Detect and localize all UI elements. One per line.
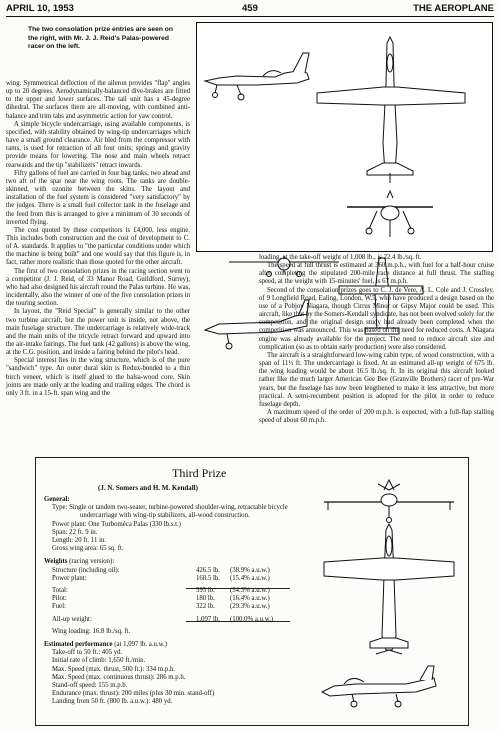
general-heading: General: — [44, 496, 70, 503]
spec-power-plant: Power plant: One Turboméca Palas (330 lb.s.t.) — [52, 520, 181, 528]
header-rule — [6, 16, 494, 17]
performance-item: Stand-off speed: 155 m.p.h. — [52, 681, 128, 689]
paragraph: A simple bicycle undercarriage, using available components, is specified, with stability obtained by wing-tip undercarriages which have a small ground clearance. Air bled from the compressor with rams, is used for retraction of all four units; springs and gravity provide means for lowering. The nose and main wheels retract rearwards and the tip "stabilizers" retract inwards. — [6, 120, 190, 169]
paragraph: In layout, the "Reid Special" is generally similar to the other two turbine aircraft, but the power unit is inside, not above, the main fuselage structure. The undercarriage is relatively wide-track and the main units of the tricycle retract forward and upward into the air-intake fairings. The fuel tank (42 gallons) is above the wing, at the C.G. position, and inside a fairing behind the pilot's head. — [6, 308, 190, 357]
wing-loading: Wing loading: 16.8 lb./sq. ft. — [52, 627, 131, 635]
performance-item: Endurance (max. thrust): 200 miles (plus 30 min. stand-off) — [52, 690, 215, 698]
weight-row: Total: 595 lb. (54.3% a.u.w.) — [52, 587, 270, 594]
paragraph: wing. Symmetrical deflection of the aileron provides "flap" angles up to 20 degrees. Aerodynamically-balanced dive-brakes are fitted to the upper and lower surfaces. The tail unit has a 45-degree dihedral. The surfaces there are all-moving, with combined anti-balance and trim tabs and asymmetric action for yaw control. — [6, 80, 190, 120]
all-up-weight-row: All-up weight: 1,097 lb. (100.0% a.u.w.) — [52, 615, 274, 623]
spec-span: Span: 22 ft. 9 in. — [52, 528, 98, 536]
weights-note: (racing version): — [69, 558, 115, 566]
performance-item: Initial rate of climb: 1,650 ft./min. — [52, 657, 146, 665]
weight-row: Fuel: 322 lb. (29.3% a.u.w.) — [52, 603, 270, 611]
reid-special-figure — [196, 22, 493, 252]
performance-item: Take-off to 50 ft.: 405 yd. — [52, 649, 123, 657]
paragraph: Fifty gallons of fuel are carried in four bag tanks, two ahead and two aft of the spar near the wing roots. The tanks are double-skinned, with ozonite between the skins. The layout and installation of the fuel system is considered "very satisfactory" by the judges. There is a small fuel collector tank in the fuselage and the feed from this is arranged to give a minimum of 30 seconds of inverted flying. — [6, 169, 190, 226]
spec-length: Length: 20 ft. 11 in. — [52, 537, 107, 545]
weight-row: Power plant: 168.5 lb. (15.4% a.u.w.) — [52, 574, 270, 582]
paragraph: The cost quoted by these competitors is £4,000, less engine. This includes both construction and the cost of development to C. of A. standards. It applies to "the particular conditions under which the machine is being built" and one would say that this figure is, in fact, rather more realistic than those quoted for the other aircraft. — [6, 226, 190, 267]
performance-item: Max. Speed (max. continuous thrust): 286 m.p.h. — [52, 673, 186, 681]
page-header — [6, 3, 494, 16]
performance-item: Max. Speed (max. thrust, 500 ft.): 334 m.p.h. — [52, 665, 176, 673]
figure-caption: The two consolation prize entries are seen on the right, with Mr. J. J. Reid's Palas-powered racer on the left. — [28, 26, 173, 51]
magazine-title: THE AEROPLANE — [413, 3, 494, 14]
spec-wing-area: Gross wing area: 65 sq. ft. — [52, 545, 124, 553]
performance-heading: Estimated performance — [44, 640, 113, 648]
third-prize-drawing — [316, 466, 462, 716]
weight-row: Structure (including oil): 426.5 lb. (38.9% a.u.w.) — [52, 566, 270, 574]
paragraph: The aircraft is a straightforward low-wing cabin type, of wood construction, with a span of 11½ ft. The undercarriage is fixed. At an estimated all-up weight of 675 lb. the wing loading would be about 16.5 lb./sq. ft. In its original this aircraft looked rather like the much larger American Gee Bee (Granville Brothers) racer of pre-War years, but the fuselage has now been lengthened to make it less attractive, but more practical. A semi-recumbent position is adopted for the pilot in order to reduce fuselage depth. — [259, 351, 494, 408]
weights-subtotal-rule — [186, 588, 290, 589]
left-text-column — [6, 80, 190, 398]
performance-item: Landing from 50 ft. (800 lb. a.u.w.): 480 yd. — [52, 698, 173, 706]
third-prize-box — [35, 457, 469, 726]
page-number: 459 — [242, 3, 258, 14]
reid-special-drawing — [197, 23, 492, 251]
performance-note: (at 1,097 lb. a.u.w.) — [114, 640, 168, 648]
paragraph: Second of the consolation prizes goes to C. J. de Vere, A. L. Cole and J. Crossley, of 9 Longfield Road, Ealing, London, W.5, who have produced a design based on the use of a Pobjoy Niagara, though Cirrus Minor or Gipsy Major could be used. This aircraft, like that by the Somers-Kendall syndicate, has not been evolved solely for the competition, and the original design study had already been completed when the competition was announced. This was based on the need for reduced costs. A Niagara engine was already available for the project. The need to reduce aircraft size and complication (so as to obtain early production) were also considered. — [259, 286, 494, 351]
weight-row: Pilot: 180 lb. (16.4% a.u.w.) — [52, 595, 270, 603]
weights-heading-row — [44, 558, 312, 566]
paragraph: The speed at full thrust is estimated at 360 m.p.h., with fuel for a half-hour cruise after completing the stipulated 200-mile race distance at full thrust. The stalling speed, at the weight with 15-minutes' fuel, is 67 m.p.h. — [259, 262, 494, 286]
paragraph: loading, at the take-off weight of 1,008 lb., is 22.4 lb./sq. ft. — [259, 254, 422, 261]
paragraph: A maximum speed of the order of 200 m.p.h. is expected, with a full-flap stalling speed of about 60 m.p.h. — [259, 408, 494, 425]
issue-date: APRIL 10, 1953 — [6, 3, 74, 14]
third-prize-figure — [316, 466, 462, 716]
weights-total-rule — [186, 621, 290, 622]
spec-type: Type: Single or tandem two-seater, turbine-powered shoulder-wing, retractable bicycle undercarriage with wing-tip stabilizers, all-wood construction. — [52, 504, 288, 520]
specifications — [44, 496, 312, 707]
third-prize-title: Third Prize — [172, 466, 227, 480]
paragraph: Special interest lies in the wing structure, which is of the pure "sandwich" type. An outer dural skin is Redux-bonded to a thin birch veneer, which is itself glued to the balsa-wood core. Skin joints are made only at the leading and trailing edges. The chord is only 3 ft. in a 15-ft. span wing and the — [6, 357, 190, 397]
third-prize-designers: (J. N. Somers and H. M. Kendall) — [98, 484, 198, 492]
right-text-column — [259, 254, 494, 425]
paragraph: The first of two consolation prizes in the racing section went to a competitor (J. J. Reid, of 33 Manor Road, Guildford, Surrey), who had also designed his aircraft round the Palas turbine. He was, incidentally, also the winner of one of the five consolation prizes in the touring section. — [6, 267, 190, 308]
performance-heading-row — [44, 641, 312, 649]
weights-heading: Weights — [44, 558, 68, 566]
